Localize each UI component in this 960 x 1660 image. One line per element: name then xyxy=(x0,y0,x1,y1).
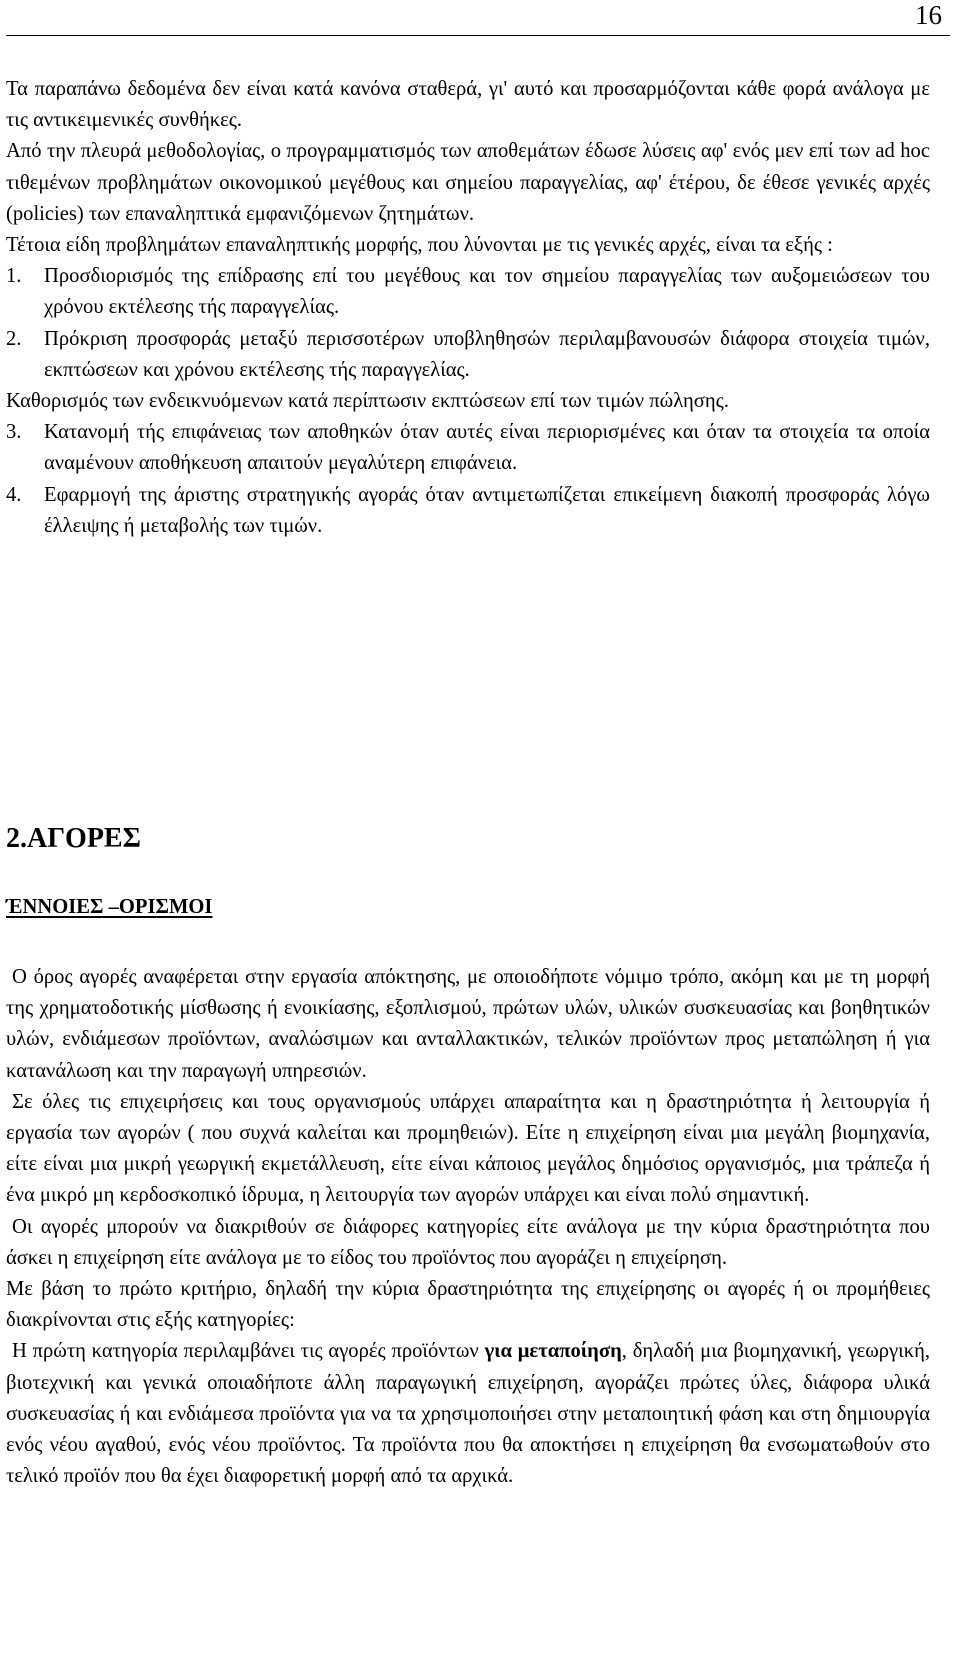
paragraph: Ο όρος αγορές αναφέρεται στην εργασία απόκτησης, με οποιοδήποτε νόμιμο τρόπο, ακόμη και με τη μορφή της χρηματοδοτικής μίσθωσης ή ενοικίασης, εξοπλισμού, πρώτων υλών, υλικών συσκευασίας και βοηθητικών υλών, ενδιάμεσων προϊόντων, αναλώσιμων και ανταλλακτικών, τελικών προϊόντων προς μεταπώληση ή για κατανάλωση και την παραγωγή υπηρεσιών. xyxy=(6,966,930,1082)
paragraph xyxy=(6,1336,930,1492)
list-number: 3. xyxy=(6,421,22,444)
list-text: Κατανομή τής επιφάνειας των αποθηκών όταν αυτές είναι περιορισμένες και όταν τα στοιχεία τα οποία αναμένουν αποθήκευση απαιτούν μεγαλύτερη επιφάνεια. xyxy=(44,421,930,475)
list-item xyxy=(6,480,930,542)
bottom-text-block xyxy=(6,962,930,1492)
paragraph: Τα παραπάνω δεδομένα δεν είναι κατά κανόνα σταθερά, γι' αυτό και προσαρμόζονται κάθε φορά ανάλογα με τις αντικειμενικές συνθήκες. xyxy=(6,78,930,132)
list-text: Εφαρμογή της άριστης στρατηγικής αγοράς όταν αντιμετωπίζεται επικείμενη διακοπή προσφοράς λόγω έλλειψης ή μεταβολής των τιμών. xyxy=(44,483,930,537)
list-number: 2. xyxy=(6,327,22,350)
list-item xyxy=(6,324,930,386)
bold-phrase: για μεταποίηση xyxy=(484,1340,622,1363)
paragraph: Τέτοια είδη προβλημάτων επαναληπτικής μορφής, που λύνονται με τις γενικές αρχές, είναι τα εξής : xyxy=(6,234,833,257)
paragraph: Καθορισμός των ενδεικνυόμενων κατά περίπτωσιν εκπτώσεων επί των τιμών πώλησης. xyxy=(6,390,729,413)
list-text: Προσδιορισμός της επίδρασης επί του μεγέθους και τον σημείου παραγγελίας των αυξομειώσεων του χρόνου εκτέλεσης τής παραγγελίας. xyxy=(44,265,930,319)
section-title: 2.ΑΓΟΡΕΣ xyxy=(6,823,141,854)
paragraph: Σε όλες τις επιχειρήσεις και τους οργανισμούς υπάρχει απαραίτητα και η δραστηριότητα ή λειτουργία ή εργασία των αγορών ( που συχνά καλείται και προμηθειών). Είτε η επιχείρηση είναι μια μεγάλη βιομηχανία, είτε είναι μια μικρή γεωργική εκμετάλλευση, είτε είναι κάποιος μεγάλος δημόσιος οργανισμός, μια τράπεζα ή ένα μικρό μη κερδοσκοπικό ίδρυμα, η λειτουργία των αγορών υπάρχει και είναι πολύ σημαντική. xyxy=(6,1090,930,1207)
paragraph: Από την πλευρά μεθοδολογίας, ο προγραμματισμός των αποθεμάτων έδωσε λύσεις αφ' ενός μεν επί των ad hoc τιθεμένων προβλημάτων οικονομικού μεγέθους και σημείου παραγγελίας, αφ' έτέρου, δε έθεσε γενικές αρχές (policies) των επαναληπτικά εμφανιζόμενων ζητημάτων. xyxy=(6,140,930,225)
paragraph: Με βάση το πρώτο κριτήριο, δηλαδή την κύρια δραστηριότητα της επιχείρησης οι αγορές ή οι προμήθειες διακρίνονται στις εξής κατηγορίες: xyxy=(6,1278,930,1332)
list-text: Πρόκριση προσφοράς μεταξύ περισσοτέρων υποβληθησών περιλαμβανουσών διάφορα στοιχεία τιμών, εκπτώσεων και χρόνου εκτέλεσης τής παραγγελίας. xyxy=(44,327,930,381)
list-item xyxy=(6,417,930,479)
subsection-title: ΈΝΝΟΙΕΣ –ΟΡΙΣΜΟΙ xyxy=(6,896,213,918)
list-number: 4. xyxy=(6,483,22,506)
paragraph: Οι αγορές μπορούν να διακριθούν σε διάφορες κατηγορίες είτε ανάλογα με την κύρια δραστηριότητα που άσκει η επιχείρηση είτε ανάλογα με το είδος του προϊόντος που αγοράζει η επιχείρηση. xyxy=(6,1215,930,1269)
list-item xyxy=(6,261,930,323)
page-number: 16 xyxy=(915,0,942,30)
list-number: 1. xyxy=(6,265,22,288)
header-rule xyxy=(6,35,950,36)
paragraph-text: , δηλαδή μια βιομηχανική, γεωργική, βιοτεχνική και γενικά οποιαδήποτε άλλη παραγωγική επιχείρηση, αγοράζει πρώτες ύλες, διάφορα υλικά συσκευασίας ή και ενδιάμεσα προϊόντα για να τα χρησιμοποιήσει στην μεταποιητική φάση και στη δημιουργία ενός νέου αγαθού, ενός νέου προϊόντος. Τα προϊόντα που θα αποκτήσει η επιχείρηση θα ενσωματωθούν στο τελικό προϊόν που θα έχει διαφορετική μορφή από τα αρχικά. xyxy=(6,1340,930,1488)
paragraph-text: Η πρώτη κατηγορία περιλαμβάνει τις αγορές προϊόντων xyxy=(12,1340,485,1363)
top-text-block xyxy=(6,74,930,542)
